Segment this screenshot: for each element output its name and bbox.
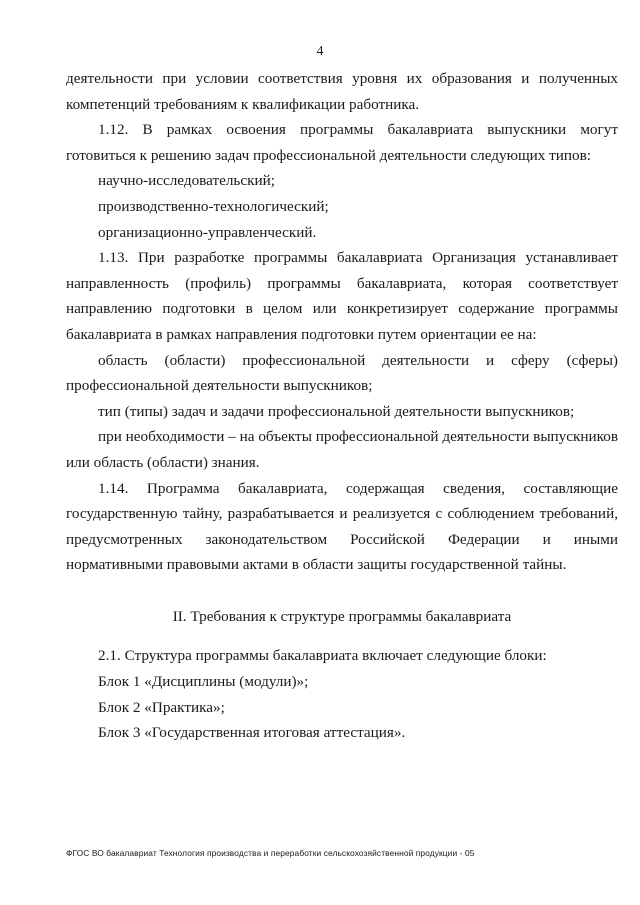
block-1: Блок 1 «Дисциплины (модули)»; [98,673,309,691]
paragraph-1-13: 1.13. При разработке программы бакалавриата Организация устанавливает направленность (профиль) программы бакалавриата, которая соответствует направлению подготовки в целом или конкретизирует содержание программы бакалавриата в рамках направления подготовки путем ориентации ее на: [66,249,618,343]
page-number: 4 [316,44,324,59]
paragraph-1-12: 1.12. В рамках освоения программы бакалавриата выпускники могут готовиться к решению задач профессиональной деятельности следующих типов: [66,121,618,164]
page-footer: ФГОС ВО бакалавриат Технология производства и переработки сельскохозяйственной продукции - 05 [66,848,475,858]
block-3: Блок 3 «Государственная итоговая аттестация». [98,724,406,742]
list-item-objects: при необходимости – на объекты профессиональной деятельности выпускников или область (области) знания. [66,428,618,471]
list-item-management: организационно-управленческий. [98,223,317,241]
paragraph-2-1: 2.1. Структура программы бакалавриата включает следующие блоки: [98,647,547,665]
document-body [66,66,618,746]
block-2: Блок 2 «Практика»; [98,698,225,716]
list-item-production: производственно-технологический; [98,197,329,215]
list-item-research: научно-исследовательский; [98,172,275,190]
list-item-task-type: тип (типы) задач и задачи профессиональной деятельности выпускников; [98,402,575,420]
paragraph-1-14: 1.14. Программа бакалавриата, содержащая сведения, составляющие государственную тайну, разрабатывается и реализуется с соблюдением требований, предусмотренных законодательством Российской Федерации и иными нормативными правовыми актами в области защиты государственной тайны. [66,479,618,574]
paragraph-continuation: деятельности при условии соответствия уровня их образования и полученных компетенций требованиям к квалификации работника. [66,70,618,113]
section-heading: II. Требования к структуре программы бакалавриата [172,607,512,625]
list-item-area: область (области) профессиональной деятельности и сферу (сферы) профессиональной деятельности выпускников; [66,351,618,395]
